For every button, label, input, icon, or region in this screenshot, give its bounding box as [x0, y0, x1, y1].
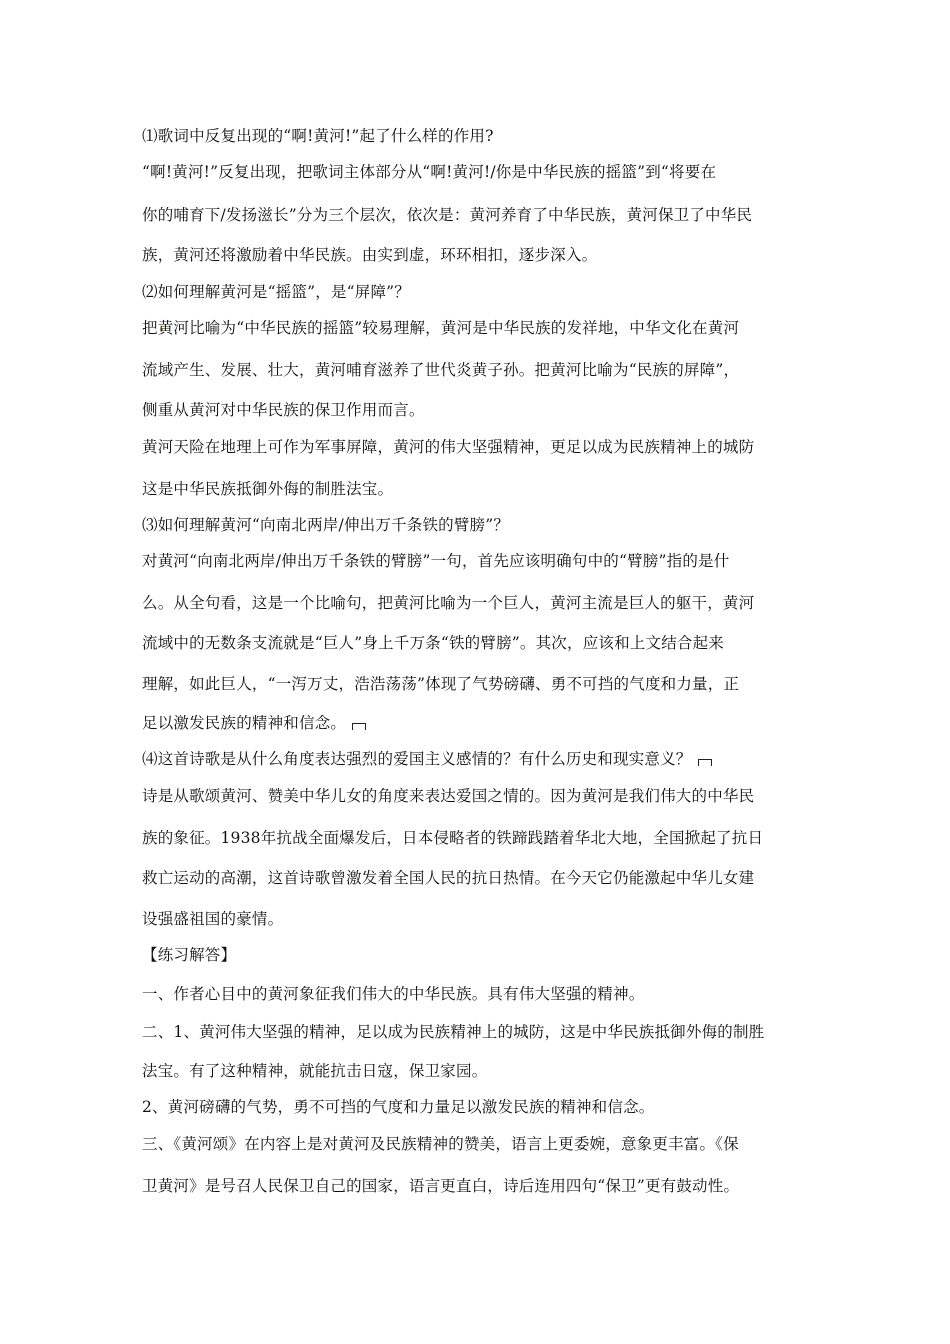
exercise-2-item-2: 2、黄河磅礴的气势，勇不可挡的气度和力量足以激发民族的精神和信念。 — [142, 1098, 655, 1116]
answer-1-line-3: 族，黄河还将激励着中华民族。由实到虚，环环相扣，逐步深入。 — [142, 246, 598, 264]
answer-2-line-3: 侧重从黄河对中华民族的保卫作用而言。 — [142, 401, 425, 419]
question-3: ⑶如何理解黄河“向南北两岸/伸出万千条铁的臂膀”？ — [142, 516, 510, 534]
answer-1-line-2: 你的哺育下/发扬滋长”分为三个层次，依次是：黄河养育了中华民族，黄河保卫了中华民 — [142, 206, 753, 224]
edit-mark — [352, 723, 366, 730]
answer-2-line-5: 这是中华民族抵御外侮的制胜法宝。 — [142, 480, 394, 498]
answer-4-line-2: 族的象征。1938年抗战全面爆发后，日本侵略者的铁蹄践踏着华北大地，全国掀起了抗日 — [142, 829, 764, 847]
answer-3-line-1: 对黄河“向南北两岸/伸出万千条铁的臂膀”一句，首先应该明确句中的“臂膀”指的是什 — [142, 552, 730, 570]
exercise-2-line-2: 法宝。有了这种精神，就能抗击日寇，保卫家园。 — [142, 1062, 488, 1080]
section-heading: 【练习解答】 — [142, 946, 237, 964]
answer-3-line-5 — [142, 713, 812, 733]
question-1: ⑴歌词中反复出现的“啊!黄河!”起了什么样的作用? — [142, 127, 494, 145]
answer-4-line-4: 设强盛祖国的豪情。 — [142, 910, 284, 928]
answer-2-line-1: 把黄河比喻为“中华民族的摇篮”较易理解，黄河是中华民族的发祥地，中华文化在黄河 — [142, 319, 740, 337]
answer-2-line-2: 流域产生、发展、壮大，黄河哺育滋养了世代炎黄子孙。把黄河比喻为“民族的屏障”， — [142, 361, 740, 379]
answer-3-line-5-text: 足以激发民族的精神和信念。 — [142, 714, 347, 732]
answer-2-line-4: 黄河天险在地理上可作为军事屏障，黄河的伟大坚强精神，更足以成为民族精神上的城防 — [142, 438, 755, 456]
exercise-3-line-2: 卫黄河》是号召人民保卫自己的国家，语言更直白，诗后连用四句“保卫”更有鼓动性。 — [142, 1177, 740, 1195]
answer-3-line-4: 理解，如此巨人，“一泻万丈，浩浩荡荡”体现了气势磅礴、勇不可挡的气度和力量，正 — [142, 675, 740, 693]
question-2: ⑵如何理解黄河是“摇篮”，是“屏障”？ — [142, 283, 410, 301]
question-4 — [142, 749, 812, 769]
exercise-2-line-1: 二、1、黄河伟大坚强的精神，足以成为民族精神上的城防，这是中华民族抵御外侮的制胜 — [142, 1023, 765, 1041]
answer-4-line-1: 诗是从歌颂黄河、赞美中华儿女的角度来表达爱国之情的。因为黄河是我们伟大的中华民 — [142, 787, 755, 805]
answer-3-line-3: 流域中的无数条支流就是“巨人”身上千万条“铁的臂膀”。其次，应该和上文结合起来 — [142, 634, 724, 652]
answer-4-line-3: 救亡运动的高潮，这首诗歌曾激发着全国人民的抗日热情。在今天它仍能激起中华儿女建 — [142, 869, 755, 887]
answer-1-line-1: “啊!黄河!”反复出现，把歌词主体部分从“啊!黄河!/你是中华民族的摇篮”到“将要在 — [142, 163, 717, 181]
exercise-1: 一、作者心目中的黄河象征我们伟大的中华民族。具有伟大坚强的精神。 — [142, 985, 645, 1003]
question-4-text: ⑷这首诗歌是从什么角度表达强烈的爱国主义感情的？有什么历史和现实意义？ — [142, 750, 692, 768]
exercise-3-line-1: 三、《黄河颂》在内容上是对黄河及民族精神的赞美，语言上更委婉，意象更丰富。《保 — [142, 1135, 739, 1153]
answer-3-line-2: 么。从全句看，这是一个比喻句，把黄河比喻为一个巨人，黄河主流是巨人的躯干，黄河 — [142, 594, 755, 612]
edit-mark — [698, 759, 712, 766]
